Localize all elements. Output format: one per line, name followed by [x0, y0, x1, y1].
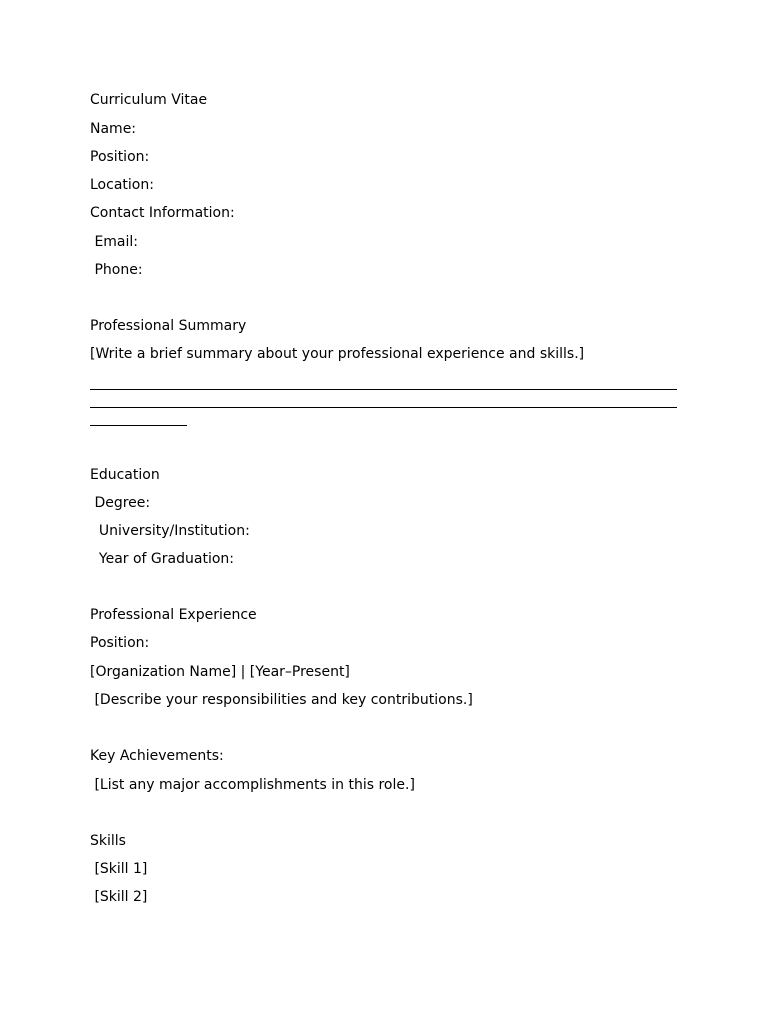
phone-label: Phone: — [90, 262, 143, 278]
summary-placeholder: [Write a brief summary about your professional experience and skills.] — [90, 346, 585, 362]
contact-information-label: Contact Information: — [90, 205, 235, 221]
email-label: Email: — [90, 234, 139, 250]
degree-label: Degree: — [90, 495, 151, 511]
name-label: Name: — [90, 121, 137, 137]
summary-heading: Professional Summary — [90, 318, 247, 334]
skills-heading: Skills — [90, 833, 126, 849]
organization-line: [Organization Name] | [Year–Present] — [90, 664, 350, 680]
document-title: Curriculum Vitae — [90, 92, 208, 108]
location-label: Location: — [90, 177, 154, 193]
summary-fill-line-3 — [90, 425, 187, 426]
achievements-placeholder: [List any major accomplishments in this role.] — [90, 777, 415, 793]
responsibilities-placeholder: [Describe your responsibilities and key contributions.] — [90, 692, 473, 708]
experience-position-label: Position: — [90, 635, 150, 651]
skill-item: [Skill 1] — [90, 861, 148, 877]
achievements-heading: Key Achievements: — [90, 748, 224, 764]
position-label: Position: — [90, 149, 150, 165]
summary-fill-line-2 — [90, 407, 677, 408]
experience-heading: Professional Experience — [90, 607, 257, 623]
graduation-year-label: Year of Graduation: — [90, 551, 234, 567]
summary-fill-line-1 — [90, 389, 677, 390]
education-heading: Education — [90, 467, 160, 483]
university-label: University/Institution: — [90, 523, 250, 539]
skill-item: [Skill 2] — [90, 889, 148, 905]
